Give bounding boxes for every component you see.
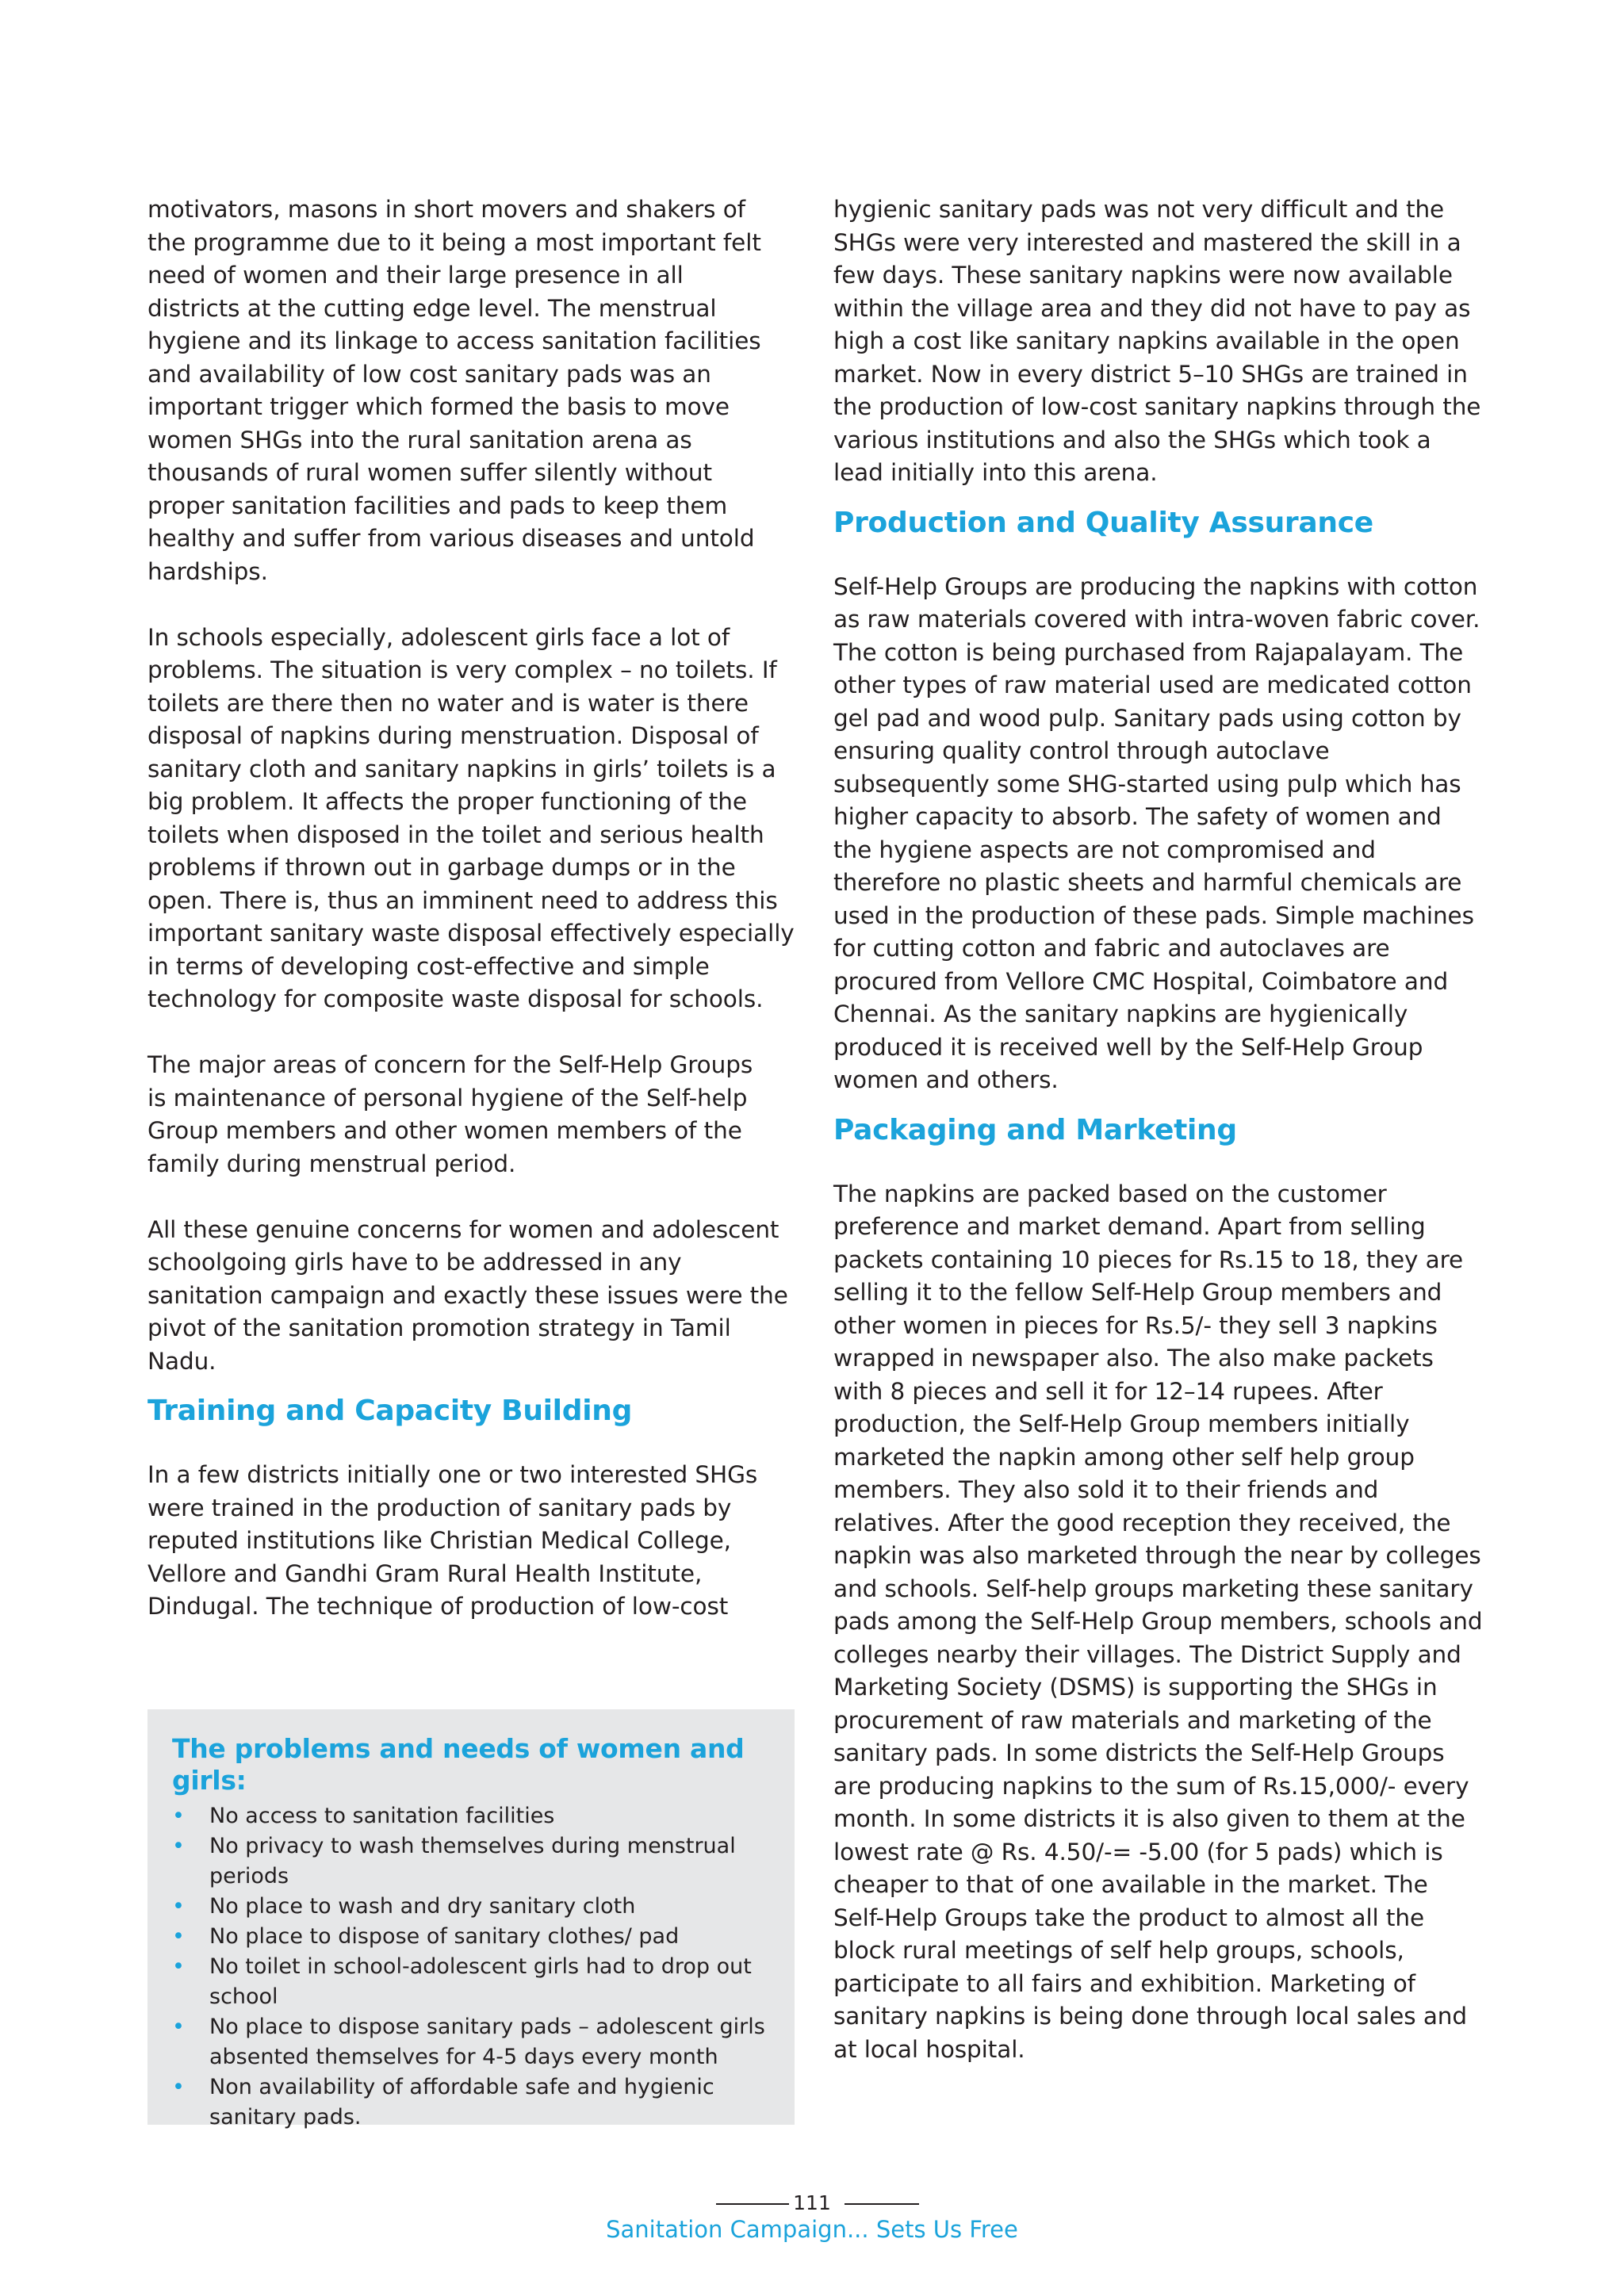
bullet-icon: • [172, 2075, 185, 2099]
section-heading-packaging: Packaging and Marketing [833, 1113, 1237, 1146]
paragraph: Self-Help Groups are producing the napkins with cotton as raw materials covered with intra-woven fabric cover. The cotton is being purchased from Rajapalayam. The other types of raw material used are medicated cotton gel pad and wood pulp. Sanitary pads using cotton by ensuring quality control through autoclave subsequently some SHG-started using pulp which has higher capacity to absorb. The safety of women and the hygiene aspects are not compromised and therefore no plastic sheets and harmful chemicals are used in the production of these pads. Simple machines for cutting cotton and fabric and autoclaves are procured from Vellore CMC Hospital, Coimbatore and Chennai. As the sanitary napkins are hygienically produced it is received well by the Self-Help Group women and others. [833, 572, 1480, 1093]
bullet-icon: • [172, 2015, 185, 2039]
list-item: • Non availability of affordable safe and hygienic sanitary pads. [172, 2072, 771, 2133]
section-heading-production: Production and Quality Assurance [833, 506, 1373, 539]
footer-rule-right [845, 2203, 919, 2205]
list-item: • No place to dispose of sanitary clothes/ pad [172, 1922, 771, 1952]
list-item: • No toilet in school-adolescent girls had to drop out school [172, 1952, 771, 2012]
bullet-icon: • [172, 1804, 185, 1828]
paragraph: In a few districts initially one or two interested SHGs were trained in the production of sanitary pads by reputed institutions like Christian Medical College, Vellore and Gandhi Gram Rural Health Institute, Dindugal. The technique of production of low-cost [147, 1461, 758, 1620]
bullet-icon: • [172, 1924, 185, 1949]
list-item: • No place to wash and dry sanitary cloth [172, 1892, 771, 1922]
problems-list [172, 1801, 771, 2133]
list-item: • No access to sanitation facilities [172, 1801, 771, 1831]
paragraph: motivators, masons in short movers and shakers of the programme due to it being a most important felt need of women and their large presence in all districts at the cutting edge level. The menstrual hygiene and its linkage to access sanitation facilities and availability of low cost sanitary pads was an important trigger which formed the basis to move women SHGs into the rural sanitation arena as thousands of rural women suffer silently without proper sanitation facilities and pads to keep them healthy and suffer from various diseases and untold hardships. [147, 196, 761, 585]
paragraph: The major areas of concern for the Self-Help Groups is maintenance of personal hygiene of the Self-help Group members and other women members of the family during menstrual period. [147, 1051, 753, 1177]
bullet-icon: • [172, 1894, 185, 1919]
box-title: The problems and needs of women and girls: [172, 1733, 745, 1796]
list-item: • No privacy to wash themselves during menstrual periods [172, 1831, 771, 1892]
paragraph: The napkins are packed based on the customer preference and market demand. Apart from selling packets containing 10 pieces for Rs.15 to 18, they are selling it to the fellow Self-Help Group members and other women in pieces for Rs.5/- they sell 3 napkins wrapped in newspaper also. The also make packets with 8 pieces and sell it for 12–14 rupees. After production, the Self-Help Group members initially marketed the napkin among other self help group members. They also sold it to their friends and relatives. After the good reception they received, the napkin was also marketed through the near by colleges and schools. Self-help groups marketing these sanitary pads among the Self-Help Group members, schools and colleges nearby their villages. The District Supply and Marketing Society (DSMS) is supporting the SHGs in procurement of raw materials and marketing of the sanitary pads. In some districts the Self-Help Groups are producing napkins to the sum of Rs.15,000/- every month. In some districts it is also given to them at the lowest rate @ Rs. 4.50/-= -5.00 (for 5 pads) which is cheaper to that of one available in the market. The Self-Help Groups take the product to almost all the block rural meetings of self help groups, schools, participate to all fairs and exhibition. Marketing of sanitary napkins is being done through local sales and at local hospital. [833, 1180, 1483, 2063]
bullet-icon: • [172, 1954, 185, 1979]
page-number: 111 [793, 2191, 831, 2214]
paragraph: All these genuine concerns for women and adolescent schoolgoing girls have to be addressed in any sanitation campaign and exactly these issues were the pivot of the sanitation promotion strategy in Tamil Nadu. [147, 1215, 788, 1375]
right-column [833, 193, 1484, 2066]
left-column [147, 193, 798, 1624]
paragraph: In schools especially, adolescent girls face a lot of problems. The situation is very complex – no toilets. If toilets are there then no water and is water is there disposal of napkins during menstruation. Disposal of sanitary cloth and sanitary napkins in girls’ toilets is a big problem. It affects the proper functioning of the toilets when disposed in the toilet and serious health problems if thrown out in garbage dumps or in the open. There is, thus an imminent need to address this important sanitary waste disposal effectively especially in terms of developing cost-effective and simple technology for composite waste disposal for schools. [147, 623, 795, 1012]
section-heading-training: Training and Capacity Building [147, 1395, 633, 1427]
paragraph: hygienic sanitary pads was not very difficult and the SHGs were very interested and mastered the skill in a few days. These sanitary napkins were now available within the village area and they did not have to pay as high a cost like sanitary napkins available in the open market. Now in every district 5–10 SHGs are trained in the production of low-cost sanitary napkins through the various institutions and also the SHGs which took a lead initially into this arena. [833, 196, 1481, 486]
problems-box [147, 1709, 795, 2130]
footer-title: Sanitation Campaign... Sets Us Free [606, 2216, 1018, 2243]
list-item: • No place to dispose sanitary pads – adolescent girls absented themselves for 4-5 days every month [172, 2012, 771, 2072]
bullet-icon: • [172, 1834, 185, 1858]
